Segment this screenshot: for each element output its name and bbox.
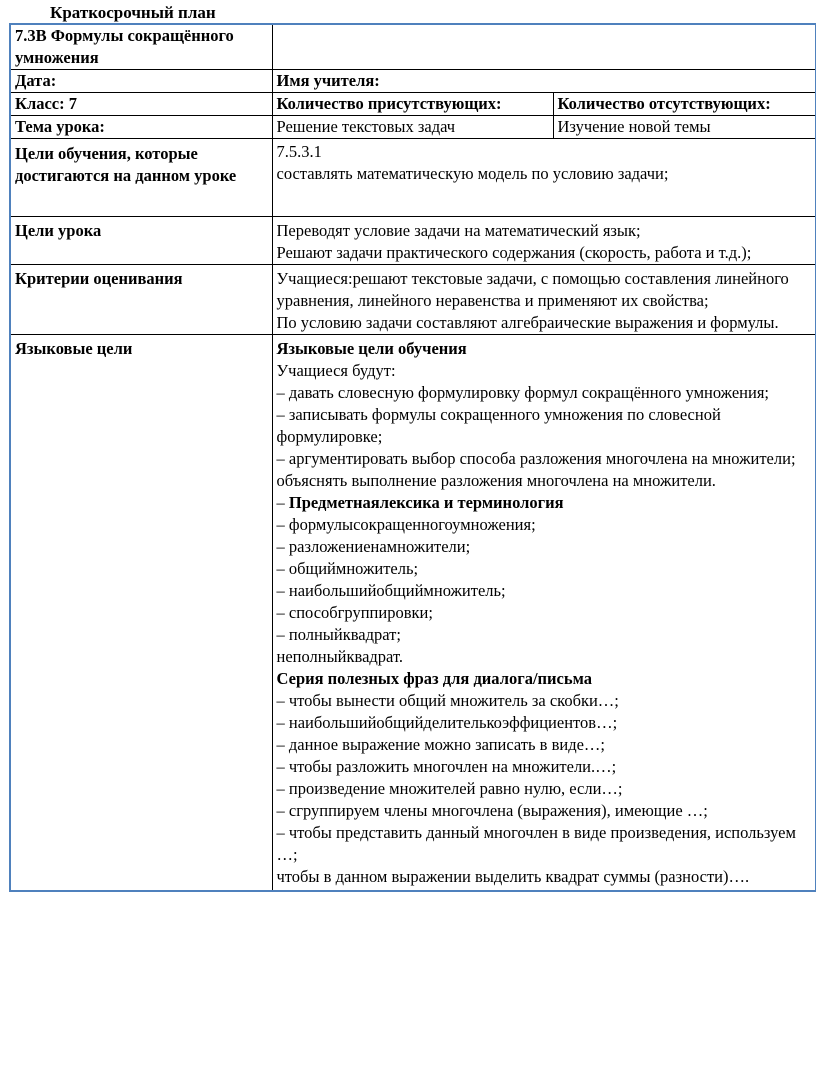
criteria-label: Критерии оценивания (10, 265, 272, 335)
vocab-item: – наибольшийобщиймножитель; (276, 581, 506, 600)
phrase-item: – данное выражение можно записать в виде…; (276, 735, 606, 754)
language-goal: – записывать формулы сокращенного умножения по словесной формулировке; (276, 405, 721, 446)
language-goal: объяснять выполнение разложения многочлена на множители. (276, 471, 716, 490)
learning-goal-code: 7.5.3.1 (276, 142, 322, 161)
phrases-heading: Серия полезных фраз для диалога/письма (276, 669, 592, 688)
language-goal: – аргументировать выбор способа разложения многочлена на множители; (276, 449, 796, 468)
language-row (10, 335, 816, 892)
language-intro: Учащиеся будут: (276, 361, 396, 380)
subject-row (10, 24, 816, 70)
class-label: Класс: 7 (10, 93, 272, 116)
vocab-dash: – (276, 493, 289, 512)
vocab-item: – формулысокращенногоумножения; (276, 515, 536, 534)
phrase-item: чтобы в данном выражении выделить квадрат суммы (разности)…. (276, 867, 750, 886)
date-label: Дата: (10, 70, 272, 93)
lesson-goal-item: Решают задачи практического содержания (скорость, работа и т.д.); (276, 243, 752, 262)
date-row (10, 70, 816, 93)
language-label: Языковые цели (10, 335, 272, 892)
lesson-type: Изучение новой темы (553, 116, 816, 139)
document-title: Краткосрочный план (50, 3, 216, 22)
learning-goals-row (10, 139, 816, 217)
phrase-item: – наибольшийобщийделителькоэффициентов…; (276, 713, 618, 732)
language-heading: Языковые цели обучения (276, 339, 467, 358)
phrase-item: – чтобы вынести общий множитель за скобки…; (276, 691, 619, 710)
vocab-item: неполныйквадрат. (276, 647, 404, 666)
criteria-row (10, 265, 816, 335)
criteria-item: Учащиеся:решают текстовые задачи, с помощью составления линейного уравнения, линейного неравенства и применяют их свойства; (276, 269, 789, 310)
phrase-item: – чтобы разложить многочлен на множители.…; (276, 757, 617, 776)
language-content (272, 335, 816, 892)
vocab-item: – общиймножитель; (276, 559, 419, 578)
vocab-heading: Предметнаялексика и терминология (288, 493, 564, 512)
learning-goal-text: составлять математическую модель по условию задачи; (276, 164, 669, 183)
teacher-label: Имя учителя: (272, 70, 816, 93)
criteria-item: По условию задачи составляют алгебраические выражения и формулы. (276, 313, 779, 332)
lesson-goal-item: Переводят условие задачи на математический язык; (276, 221, 641, 240)
lesson-goals-content (272, 217, 816, 265)
class-row (10, 93, 816, 116)
topic-label: Тема урока: (10, 116, 272, 139)
lesson-plan-table (9, 23, 816, 892)
phrase-item: – произведение множителей равно нулю, если…; (276, 779, 623, 798)
lesson-goals-label: Цели урока (10, 217, 272, 265)
topic-row (10, 116, 816, 139)
language-goal: – давать словесную формулировку формул сокращённого умножения; (276, 383, 770, 402)
present-label: Количество присутствующих: (272, 93, 553, 116)
vocab-item: – способгруппировки; (276, 603, 433, 622)
absent-label: Количество отсутствующих: (553, 93, 816, 116)
phrase-item: – чтобы представить данный многочлен в виде произведения, используем …; (276, 823, 796, 864)
learning-goals-label: Цели обучения, которые достигаются на данном уроке (10, 139, 272, 217)
topic-value: Решение текстовых задач (272, 116, 553, 139)
learning-goals-content (272, 139, 816, 217)
phrase-item: – сгруппируем члены многочлена (выражения), имеющие …; (276, 801, 708, 820)
subject-empty-cell (272, 24, 816, 70)
subject-cell: 7.3В Формулы сокращённого умножения (10, 24, 272, 70)
vocab-item: – разложениенамножители; (276, 537, 471, 556)
lesson-goals-row (10, 217, 816, 265)
vocab-item: – полныйквадрат; (276, 625, 401, 644)
criteria-content (272, 265, 816, 335)
vocab-heading-line (277, 492, 798, 514)
